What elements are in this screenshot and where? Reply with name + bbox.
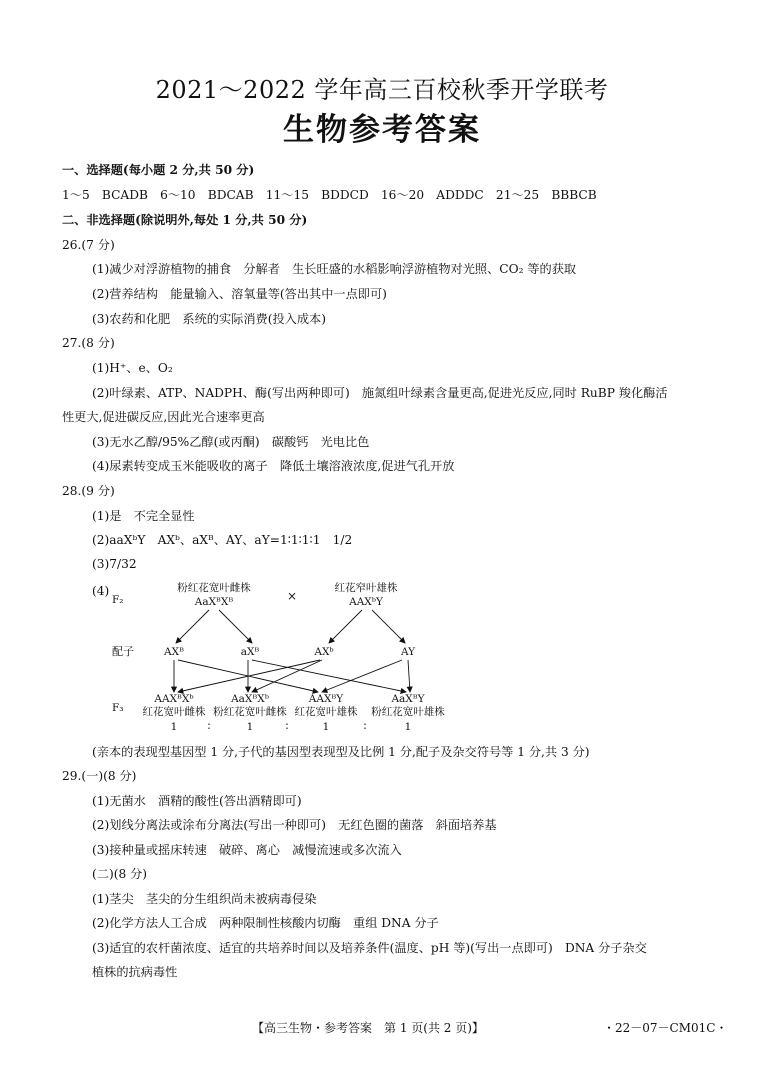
section2-heading: 二、非选择题(除说明外,每处 1 分,共 50 分) (62, 213, 308, 227)
arrow-female-to-aXB (219, 610, 252, 643)
footer-code: ・22－07－CM01C・ (603, 1021, 728, 1035)
gamete-AXb: AXᵇ (314, 646, 334, 658)
cross-symbol: × (286, 589, 298, 603)
q27-answer-4: (4)尿素转变成玉米能吸收的离子 降低土壤溶液浓度,促进气孔开放 (92, 459, 455, 473)
q27-title: 27.(8 分) (62, 336, 115, 350)
q29-answer-1: (1)无菌水 酒精的酸性(答出酒精即可) (92, 794, 302, 808)
q28-answer-2: (2)aaXᵇY AXᵇ、aXᴮ、AY、aY=1∶1∶1∶1 1/2 (92, 533, 353, 547)
q28-scoring-note: (亲本的表现型基因型 1 分,子代的基因型表现型及比例 1 分,配子及杂交符号等 1 分,共 3 分) (92, 745, 590, 759)
gamete-AXB: AXᴮ (164, 646, 184, 658)
q27-answer-2-line1: (2)叶绿素、ATP、NADPH、酶(写出两种即可) 施氮组叶绿素含量更高,促进光反应,同时 RuBP 羧化酶活 (92, 386, 668, 400)
page-title-line1: 2021～2022 学年高三百校秋季开学联考 (155, 76, 609, 104)
offspring-4-ratio: 1 (404, 721, 412, 733)
arrow-female-to-AXB (176, 610, 209, 643)
q27-answer-3: (3)无水乙醇/95%乙醇(或丙酮) 碳酸钙 光电比色 (92, 435, 370, 449)
gamete-label: 配子 (112, 645, 134, 658)
offspring-3-ratio: 1 (322, 721, 330, 733)
offspring-3-phenotype: 红花宽叶雄株 (294, 706, 358, 718)
ratio-separator-3: ∶ (363, 721, 367, 733)
arrow-aXB-to-AaXBY (252, 660, 406, 692)
female-parent-genotype: AaXᴮXᴮ (194, 596, 234, 608)
q29-title: 29.(一)(8 分) (62, 769, 137, 783)
female-parent-phenotype: 粉红花宽叶雌株 (177, 582, 251, 594)
q26-answer-1: (1)减少对浮游植物的捕食 分解者 生长旺盛的水稻影响浮游植物对光照、CO₂ 等的获取 (92, 262, 577, 276)
offspring-2-phenotype: 粉红花宽叶雌株 (213, 706, 287, 718)
offspring-2-ratio: 1 (246, 721, 254, 733)
ratio-separator-2: ∶ (285, 721, 289, 733)
arrow-AY-to-AaXBY (408, 660, 410, 692)
arrow-male-to-AY (372, 610, 405, 643)
q27-answer-1: (1)H⁺、e、O₂ (92, 361, 173, 375)
q29-part2-answer-3-line2: 植株的抗病毒性 (92, 965, 178, 979)
f2-label: F₂ (112, 594, 124, 606)
gamete-aXB: aXᴮ (240, 646, 260, 658)
q26-title: 26.(7 分) (62, 238, 115, 252)
q26-answer-3: (3)农药和化肥 系统的实际消费(投入成本) (92, 312, 326, 326)
section1-heading: 一、选择题(每小题 2 分,共 50 分) (62, 163, 255, 177)
genetic-cross-diagram (62, 580, 582, 740)
offspring-1-genotype: AAXᴮXᵇ (154, 693, 194, 705)
offspring-4-genotype: AaXᴮY (391, 693, 425, 705)
q28-answer-1: (1)是 不完全显性 (92, 509, 195, 523)
q29-answer-3: (3)接种量或摇床转速 破碎、离心 减慢流速或多次流入 (92, 843, 402, 857)
arrow-male-to-AXb (329, 610, 362, 643)
male-parent-genotype: AAXᵇY (349, 596, 383, 608)
offspring-2-genotype: AaXᴮXᵇ (231, 693, 269, 705)
q29-part2-answer-2: (2)化学方法人工合成 两种限制性核酸内切酶 重组 DNA 分子 (92, 916, 439, 930)
q26-answer-2: (2)营养结构 能量输入、溶氧量等(答出其中一点即可) (92, 287, 387, 301)
q28-title: 28.(9 分) (62, 484, 115, 498)
gamete-AY: AY (400, 646, 416, 658)
q29-part2-answer-1: (1)茎尖 茎尖的分生组织尚未被病毒侵染 (92, 892, 317, 906)
arrow-AY-to-AAXBY (322, 660, 402, 692)
page-title-line2: 生物参考答案 (283, 112, 481, 148)
offspring-1-ratio: 1 (170, 721, 178, 733)
footer-page-info: 【高三生物・参考答案 第 1 页(共 2 页)】 (252, 1021, 484, 1035)
offspring-4-phenotype: 粉红花宽叶雄株 (371, 706, 445, 718)
q29-answer-2: (2)划线分离法或涂布分离法(写出一种即可) 无红色圈的菌落 斜面培养基 (92, 818, 497, 832)
offspring-1-phenotype: 红花宽叶雌株 (142, 706, 206, 718)
male-parent-phenotype: 红花窄叶雄株 (334, 582, 398, 594)
q29-part2-title: (二)(8 分) (92, 867, 148, 881)
ratio-separator-1: ∶ (207, 721, 211, 733)
q28-answer-4-label: (4) (92, 584, 110, 598)
f3-label: F₃ (112, 702, 124, 714)
q29-part2-answer-3-line1: (3)适宜的农杆菌浓度、适宜的共培养时间以及培养条件(温度、pH 等)(写出一点即可) DNA 分子杂交 (92, 941, 647, 955)
q28-answer-3: (3)7/32 (92, 557, 137, 571)
choice-answers: 1～5 BCADB 6～10 BDCAB 11～15 BDDCD 16～20 ADDDC 21～25 BBBCB (62, 188, 597, 202)
arrow-AXb-to-AaXBXb (252, 660, 322, 692)
q27-answer-2-line2: 性更大,促进碳反应,因此光合速率更高 (62, 410, 265, 424)
offspring-3-genotype: AAXᴮY (308, 693, 344, 705)
